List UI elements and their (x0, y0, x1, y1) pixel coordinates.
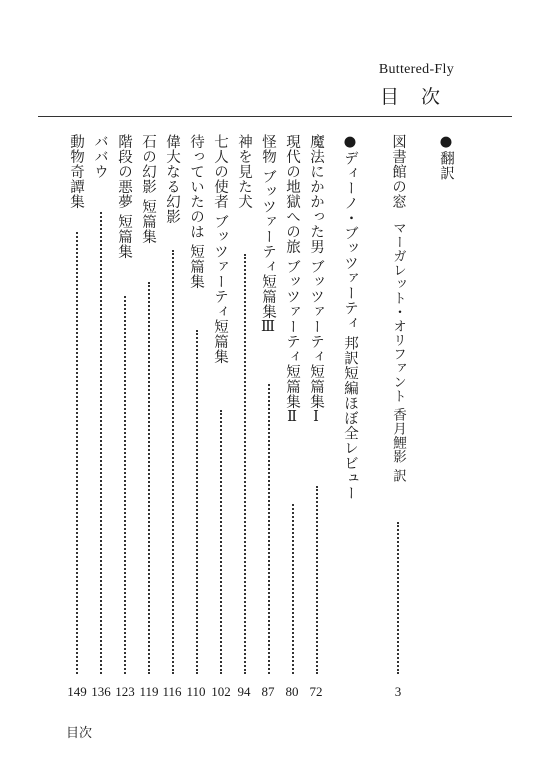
leader-dots (220, 410, 222, 674)
toc-entry-author: マーガレット・オリファント 香月鯉影 訳 (390, 221, 406, 483)
leader-dots (100, 212, 102, 674)
toc-entry-title[interactable]: 待っていたのは 短篇集 (188, 134, 204, 290)
toc-entry-title[interactable]: 怪物 ブッツァーティ短篇集Ⅲ (260, 134, 276, 336)
toc-entry-title[interactable]: ババウ (92, 134, 108, 179)
toc-entry-title[interactable]: 魔法にかかった男 ブッツァーティ短篇集Ⅰ (308, 134, 324, 426)
toc-page-number: 119 (139, 684, 159, 699)
toc-page-number: 136 (91, 684, 111, 699)
toc-page-number: 123 (115, 684, 135, 699)
toc-entry-title[interactable]: 動物奇譚集 (68, 134, 84, 209)
leader-dots (244, 254, 246, 674)
toc-entry-title[interactable]: 神を見た犬 (236, 134, 252, 209)
toc-page-number: 3 (394, 684, 402, 699)
toc-entry-title[interactable]: 階段の悪夢 短篇集 (116, 134, 132, 260)
toc-entry-title[interactable]: 七人の使者 ブッツァーティ短篇集 (212, 134, 228, 365)
leader-dots (316, 486, 318, 674)
section-heading-translation: ●翻訳 (438, 134, 454, 181)
header-title-ja: 目 次 (379, 86, 448, 108)
toc-page-number: 94 (237, 684, 251, 699)
leader-dots (397, 522, 399, 674)
leader-dots (148, 282, 150, 674)
toc-page-number: 72 (309, 684, 323, 699)
toc-page-number: 110 (186, 684, 206, 699)
toc-entry-title[interactable]: 現代の地獄への旅 ブッツァーティ短篇集Ⅱ (284, 134, 300, 426)
toc-page-number: 102 (211, 684, 231, 699)
leader-dots (292, 504, 294, 674)
header-title-en: Buttered-Fly (378, 62, 454, 77)
leader-dots (196, 330, 198, 674)
leader-dots (124, 296, 126, 674)
section-heading-buzzati: ●ディーノ・ブッツァーティ 邦訳短編ほぼ全レビュー (342, 134, 358, 501)
leader-dots (76, 232, 78, 674)
toc-page-number: 80 (285, 684, 299, 699)
page-footer-label: 目次 (66, 726, 93, 741)
toc-page-number: 87 (261, 684, 275, 699)
toc-page-number: 116 (162, 684, 182, 699)
toc-entry-title[interactable]: 石の幻影 短篇集 (140, 134, 156, 245)
toc-page-number: 149 (67, 684, 87, 699)
toc-entry-library-window[interactable] (388, 134, 408, 483)
leader-dots (268, 384, 270, 674)
leader-dots (172, 250, 174, 674)
toc-entry-title: 図書館の窓 (390, 134, 406, 209)
toc-entry-title[interactable]: 偉大なる幻影 (164, 134, 180, 224)
header-rule (38, 116, 512, 117)
